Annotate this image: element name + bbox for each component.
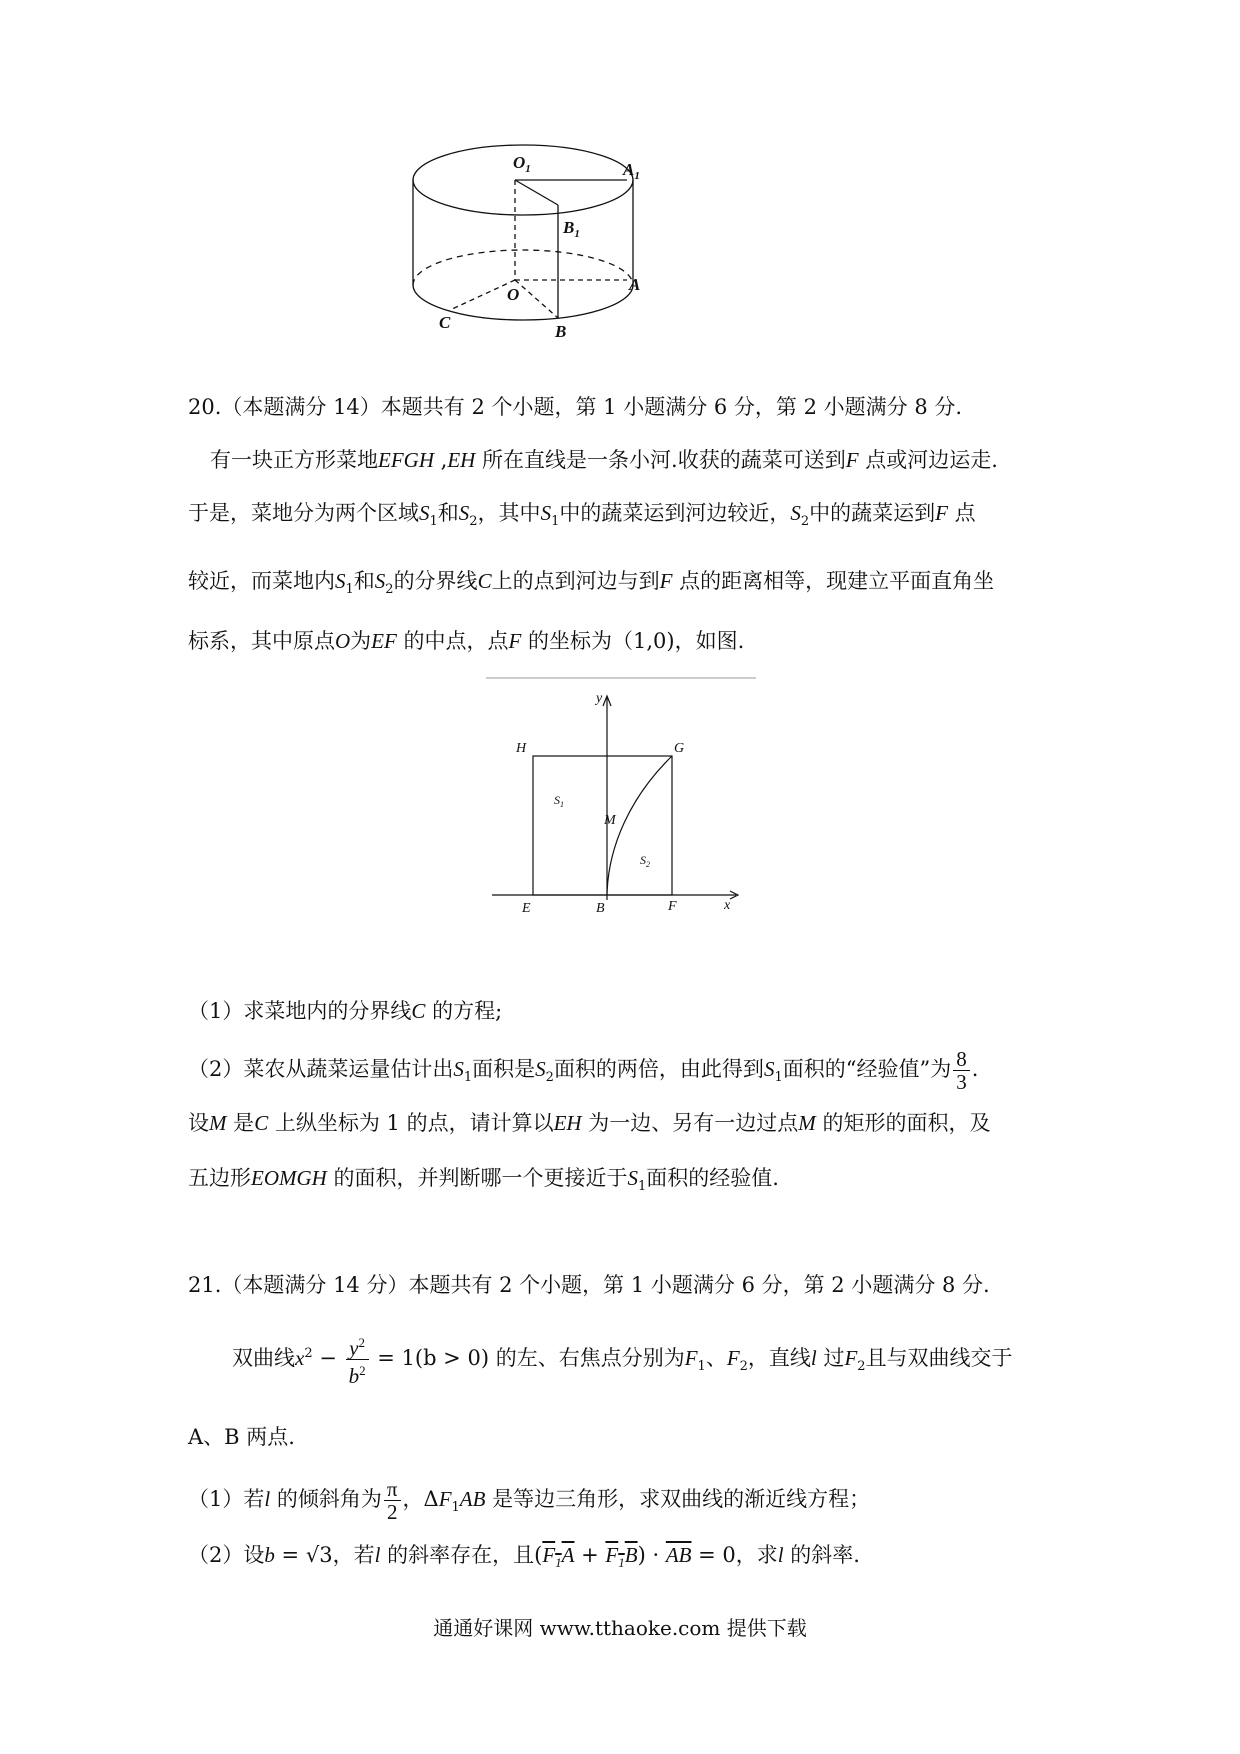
cylinder-figure bbox=[395, 140, 685, 340]
label-o: O bbox=[507, 285, 520, 304]
label-a: A bbox=[629, 275, 641, 294]
label-o1: $O_1$ bbox=[513, 153, 531, 175]
label-c: C bbox=[439, 313, 451, 332]
q21-part-1: （1）若l 的倾斜角为 $\frac{\pi}{2}$ ，$\Delta F_1AB$ 是等边三角形，求双曲线的渐近线方程； bbox=[188, 1477, 871, 1524]
q21-header: 21.（本题满分 14 分）本题共有 2 个小题，第 1 小题满分 6 分，第 2 小题满分 8 分. bbox=[188, 1273, 990, 1297]
q21-part-2: （2）设b = √3，若l 的斜率存在，且$(F_1A + F_1B) \cdot \overline{AB} = 0$，求l 的斜率. bbox=[188, 1543, 860, 1571]
q21-para-1: 双曲线$x^2$ − $\frac{y^2}{b^2}$ = 1(b > 0) 的左、右焦点分别为$F_1$、$F_2$，直线l 过$F_2$且与双曲线交于 bbox=[232, 1332, 1013, 1387]
q20-para-1: 有一块正方形菜地EFGH ,EH 所在直线是一条小河.收获的蔬菜可送到F 点或河边运走. bbox=[210, 448, 998, 472]
q20-para-4: 标系，其中原点O为EF 的中点，点F 的坐标为（1,0)，如图. bbox=[188, 629, 745, 653]
fraction-8-3: $\frac{8}{3}$ bbox=[953, 1048, 970, 1093]
q20-part-2-line-1: （2）菜农从蔬菜运量估计出$S_1$面积是$S_2$面积的两倍，由此得到$S_1$面积的“经验值”为 $\frac{8}{3}$ . bbox=[188, 1047, 979, 1094]
label-s2: $S_2$ bbox=[640, 853, 650, 869]
fraction-y2-b2: $\frac{y^2}{b^2}$ bbox=[346, 1332, 369, 1387]
label-g: G bbox=[674, 741, 685, 756]
label-f: F bbox=[668, 899, 677, 914]
q20-para-3: 较近，而菜地内$S_1$和$S_2$的分界线C上的点到河边与到F 点的距离相等，现建立平面直角坐 bbox=[188, 569, 995, 598]
q20-header: 20.（本题满分 14）本题共有 2 个小题，第 1 小题满分 6 分，第 2 小题满分 8 分. bbox=[188, 395, 963, 419]
q20-part-1: （1）求菜地内的分界线C 的方程; bbox=[188, 999, 503, 1023]
label-e: E bbox=[522, 901, 531, 916]
label-a1: $A_1$ bbox=[623, 160, 640, 182]
q20-part-2-line-2: 设M 是C 上纵坐标为 1 的点，请计算以EH 为一边、另有一边过点M 的矩形的面积，及 bbox=[188, 1111, 991, 1135]
q20-para-2: 于是，菜地分为两个区域$S_1$和$S_2$，其中$S_1$中的蔬菜运到河边较近，$S_2$中的蔬菜运到F 点 bbox=[188, 501, 976, 530]
q20-part-2-line-3: 五边形EOMGH 的面积，并判断哪一个更接近于$S_1$面积的经验值. bbox=[188, 1166, 779, 1195]
label-h: H bbox=[516, 741, 527, 756]
label-b: B bbox=[555, 322, 567, 340]
axis-y-label: y bbox=[596, 691, 603, 706]
label-b1: $B_1$ bbox=[563, 218, 580, 240]
field-figure bbox=[480, 672, 760, 922]
label-s1: $S_1$ bbox=[554, 793, 564, 809]
page-footer: 通通好课网 www.tthaoke.com 提供下载 bbox=[433, 1616, 807, 1640]
q21-para-2: A、B 两点. bbox=[188, 1425, 295, 1449]
label-m: M bbox=[604, 813, 616, 828]
fraction-pi-2: $\frac{\pi}{2}$ bbox=[384, 1478, 401, 1523]
label-b: B bbox=[596, 901, 605, 916]
axis-x-label: x bbox=[724, 898, 731, 913]
